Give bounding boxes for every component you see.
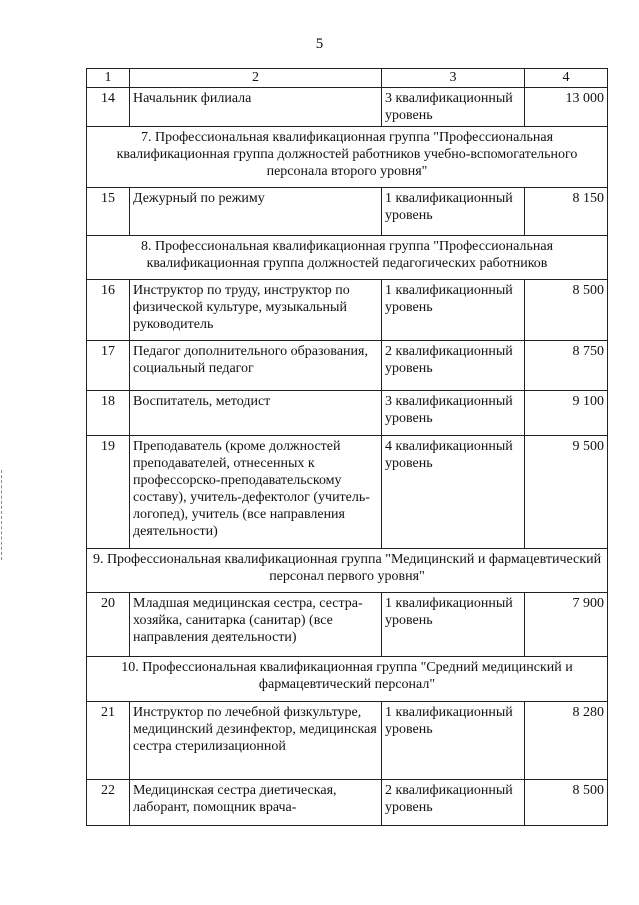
row-salary: 8 500 [525, 280, 608, 341]
page-number: 5 [315, 36, 324, 52]
table-row [87, 188, 608, 236]
row-position: Инструктор по труду, инструктор по физической культуре, музыкальный руководитель [130, 280, 382, 341]
row-salary: 13 000 [525, 88, 608, 127]
row-number: 17 [87, 341, 130, 391]
row-level: 3 квалификационный уровень [382, 391, 525, 436]
group-row [87, 236, 608, 280]
group-heading: 10. Профессиональная квалификационная группа "Средний медицинский и фармацевтический персонал" [87, 657, 608, 702]
group-row [87, 657, 608, 702]
row-salary: 8 750 [525, 341, 608, 391]
table-row [87, 280, 608, 341]
group-row [87, 549, 608, 593]
row-level: 1 квалификационный уровень [382, 280, 525, 341]
row-number: 18 [87, 391, 130, 436]
row-level: 1 квалификационный уровень [382, 593, 525, 657]
row-level: 2 квалификационный уровень [382, 780, 525, 826]
row-salary: 9 500 [525, 436, 608, 549]
row-number: 22 [87, 780, 130, 826]
table-row [87, 702, 608, 780]
table-row [87, 593, 608, 657]
row-position: Воспитатель, методист [130, 391, 382, 436]
row-position: Педагог дополнительного образования, социальный педагог [130, 341, 382, 391]
header-cell-position: 2 [130, 69, 382, 88]
row-level: 1 квалификационный уровень [382, 702, 525, 780]
header-cell-salary: 4 [525, 69, 608, 88]
scan-edge-mark [1, 470, 3, 560]
row-salary: 9 100 [525, 391, 608, 436]
salary-table [86, 68, 608, 826]
row-level: 3 квалификационный уровень [382, 88, 525, 127]
row-position: Преподаватель (кроме должностей преподавателей, отнесенных к профессорско-преподавательскому составу), учитель-дефектолог (учитель-логопед), учитель (все направления деятельности) [130, 436, 382, 549]
table-row [87, 436, 608, 549]
row-salary: 8 280 [525, 702, 608, 780]
table-header-row [87, 69, 608, 88]
group-row [87, 127, 608, 188]
row-number: 21 [87, 702, 130, 780]
row-level: 1 квалификационный уровень [382, 188, 525, 236]
row-level: 2 квалификационный уровень [382, 341, 525, 391]
table-row [87, 88, 608, 127]
row-salary: 8 500 [525, 780, 608, 826]
header-cell-number: 1 [87, 69, 130, 88]
row-level: 4 квалификационный уровень [382, 436, 525, 549]
row-salary: 8 150 [525, 188, 608, 236]
table-row [87, 780, 608, 826]
row-number: 19 [87, 436, 130, 549]
group-heading: 9. Профессиональная квалификационная группа "Медицинский и фармацевтический персонал первого уровня" [87, 549, 608, 593]
row-number: 14 [87, 88, 130, 127]
row-position: Медицинская сестра диетическая, лаборант, помощник врача- [130, 780, 382, 826]
table-row [87, 391, 608, 436]
row-salary: 7 900 [525, 593, 608, 657]
group-heading: 8. Профессиональная квалификационная группа "Профессиональная квалификационная группа должностей педагогических работников [87, 236, 608, 280]
row-position: Инструктор по лечебной физкультуре, медицинский дезинфектор, медицинская сестра стерилизационной [130, 702, 382, 780]
row-number: 16 [87, 280, 130, 341]
row-number: 20 [87, 593, 130, 657]
group-heading: 7. Профессиональная квалификационная группа "Профессиональная квалификационная группа должностей работников учебно-вспомогательного персонала второго уровня" [87, 127, 608, 188]
table-row [87, 341, 608, 391]
row-position: Начальник филиала [130, 88, 382, 127]
row-position: Дежурный по режиму [130, 188, 382, 236]
row-position: Младшая медицинская сестра, сестра-хозяйка, санитарка (санитар) (все направления деятельности) [130, 593, 382, 657]
header-cell-level: 3 [382, 69, 525, 88]
row-number: 15 [87, 188, 130, 236]
